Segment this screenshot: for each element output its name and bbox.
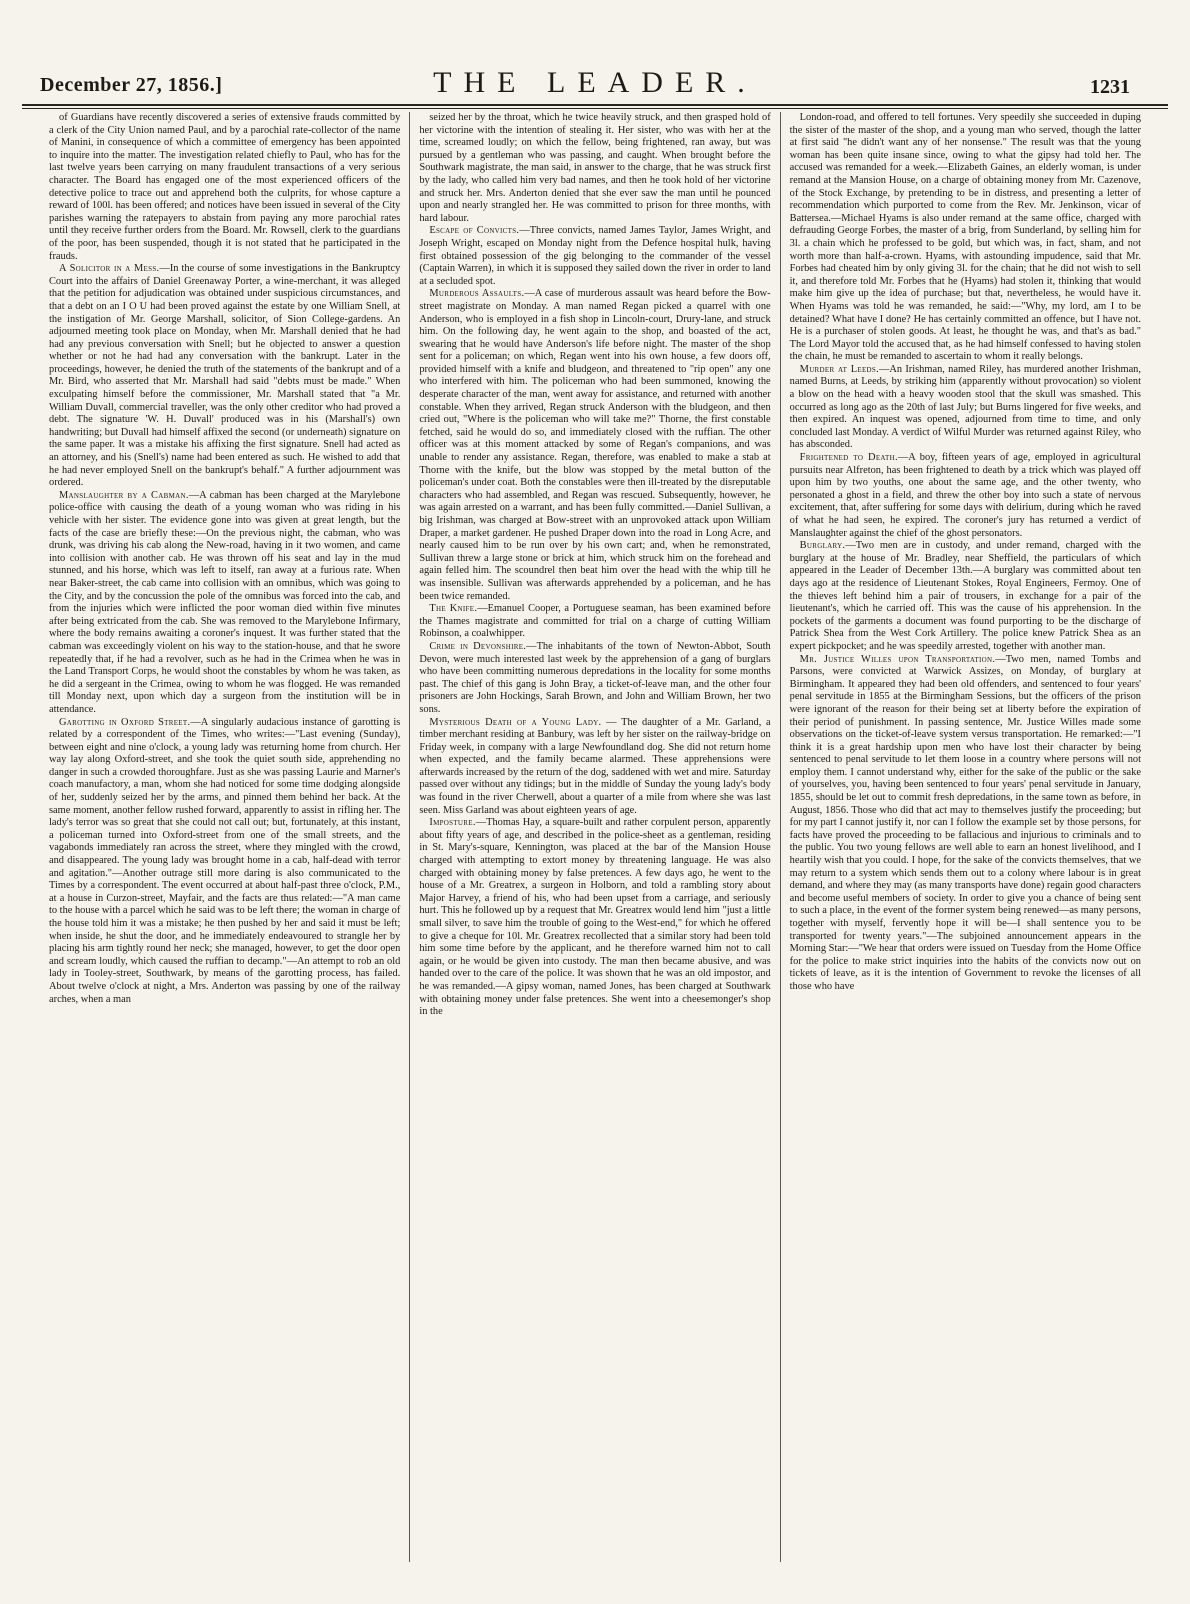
paragraph: A Solicitor in a Mess.—In the course of some investigations in the Bankruptcy Court into the affairs of Daniel Greenaway Porter, a wine-merchant, it was alleged that the petition for adjudication was obtained under suspicious circumstances, and that a debt on an I O U had been proved against the estate by one William Snell, at the instigation of Mr. George Marshall, solicitor, of Sion College-gardens. An adjourned meeting took place on Monday, when Mr. Marshall denied that he had had any previous conversation with Snell; but he objected to answer a question whether or not he had had any conversation with the bankrupt. Later in the proceedings, however, he denied the truth of the statements of the bankrupt and of a Mr. Bird, who asserted that Mr. Marshall had said "debts must be made." When exculpating himself before the commissioner, Mr. Marshall stated that "a Mr. William Duvall, commercial traveller, was the only other creditor who had proved a debt. The signature 'W. H. Duvall' produced was in his (Marshall's) own handwriting; but Duvall had himself affixed the second (or underneath) signature on the same paper. It was a mistake his affixing the first signature. Snell had acted as an attorney, and his (Snell's) name had been entered as such. He wished to add that he had never employed Snell on the bankrupt's behalf." A further adjournment was ordered. (49, 263, 401, 489)
section-heading: Garotting in Oxford Street. (59, 716, 191, 728)
section-heading: Burglary. (799, 540, 846, 552)
issue-date: December 27, 1856.] (40, 74, 223, 96)
paragraph: The Knife.—Emanuel Cooper, a Portuguese seaman, has been examined before the Thames magistrate and committed for trial on a charge of cutting William Robinson, a coalwhipper. (419, 603, 771, 640)
section-heading: The Knife. (429, 603, 478, 615)
paragraph: Manslaughter by a Cabman.—A cabman has been charged at the Marylebone police-office with causing the death of a young woman who was riding in his vehicle with her sister. The evidence gone into was given at great length, but the facts of the case are briefly these:—On the previous night, the cabman, who was drunk, was driving his cab along the New-road, having in it two women, and came into collision with another cab. He was thrown off his seat and lay in the mud stunned, and his horse, which was left to itself, ran away at a furious rate. When near Baker-street, the cab came into collision with an omnibus, which was going to the City, and by the concussion the pole of the omnibus was forced into the cab, and from the injuries which were inflicted the poor woman died within five minutes after being extricated from the cab. She was removed to the Marylebone Infirmary, where the body remains awaiting a coroner's inquest. It was further stated that the cabman was exceedingly violent on his way to the station-house, and that he swore repeatedly that, if he had a revolver, such as he had in the Crimea when he was in the Land Transport Corps, he would shoot the constables by whom he was taken, as he did a sergeant in the Crimea, owing to whom he was flogged. He was remanded till Monday next, upon which day a surgeon from the institution will be in attendance. (49, 489, 401, 715)
paragraph: Mysterious Death of a Young Lady. — The daughter of a Mr. Garland, a timber merchant residing at Banbury, was left by her sister on the railway-bridge on Friday week, in company with a large Newfoundland dog. She did not return home when expected, and the family became alarmed. These apprehensions were afterwards increased by the return of the dog, saddened with wet and mire. Saturday passed over without any tidings; but in the middle of Sunday the young lady's body was found in the river Cherwell, about a quarter of a mile from where she was last seen. Miss Garland was about eighteen years of age. (419, 716, 771, 816)
paragraph: of Guardians have recently discovered a series of extensive frauds committed by a clerk of the City Union named Paul, and by a parochial rate-collector of the name of Manini, in consequence of which a committee of emergency has been appointed to inquire into the matter. The investigation related chiefly to Paul, who has for the last twelve years been carrying on many fraudulent transactions of a very serious character. The Board has engaged one of the most experienced officers of the detective police to trace out and apprehend both the culprits, for whose capture a reward of 100l. has been offered; and notices have been issued in several of the City parishes warning the ratepayers to abstain from paying any more parochial rates until they receive further orders from the Board. Mr. Rowsell, clerk to the guardians of the poor, has been suspended, though it is not stated that he participated in the frauds. (49, 112, 401, 262)
paragraph: Crime in Devonshire.—The inhabitants of the town of Newton-Abbot, South Devon, were much interested last week by the apprehension of a gang of burglars who have been committing numerous depredations in the locality for some months past. The chief of this gang is John Bray, a ticket-of-leave man, and the other four prisoners are John Hockings, Sarah Brown, and John and William Brown, her two sons. (419, 640, 771, 715)
paragraph: Garotting in Oxford Street.—A singularly audacious instance of garotting is related by a correspondent of the Times, who writes:—"Last evening (Sunday), between eight and nine o'clock, a young lady was returning home from church. Her way lay along Oxford-street, and she took the quiet south side, apprehending no danger in such a crowded thoroughfare. Just as she was passing Laurie and Marner's coach manufactory, a man, whom she had noticed for some time dodging alongside of her, suddenly seized her by the arms, and pinned them behind her back. At the same moment, another fellow rushed forward, apparently to assist in rifling her. The lady's terror was so great that she could not call out; but, fortunately, at this instant, a policeman turned into Oxford-street from one of the small streets, and the vagabonds immediately ran across the street, where they mingled with the crowd, and disappeared. The young lady was brought home in a cab, half-dead with terror and agitation."—Another outrage still more daring is also communicated to the Times by a correspondent. The event occurred at about half-past three o'clock, P.M., at a house in Curzon-street, Mayfair, and the facts are thus related:—"A man came to the house with a parcel which he said was to be left there; the woman in charge of the house told him it was a mistake; he then pushed by her and said it must be left; when inside, he shut the door, and he immediately endeavoured to strangle her by placing his arm tightly round her neck; she managed, however, to get the door open and scream loudly, which caused the ruffian to decamp."—An attempt to rob an old lady in Tooley-street, Southwark, by means of the garotting process, has failed. About twelve o'clock at night, a Mrs. Anderton was passing by one of the railway arches, when a man (49, 716, 401, 1005)
article-columns (40, 112, 1150, 1562)
section-heading: Murderous Assaults. (429, 288, 525, 300)
paragraph: Murderous Assaults.—A case of murderous assault was heard before the Bow-street magistrate on Monday. A man named Regan picked a quarrel with one Anderson, who is employed in a fish shop in Lincoln-court, Drury-lane, and struck him. On the following day, he went again to the shop, and boasted of the act, swearing that he would have Anderson's life before night. The master of the shop sent for a policeman; on which, Regan went into his own house, a few doors off, provided himself with a knife and bludgeon, and threatened to "rip open" any one who interfered with him. The policeman who had been summoned, knowing the desperate character of the man, went away for assistance, and returned with another constable. When they arrived, Regan struck Anderson with the bludgeon, and then cried out, "Where is the policeman who will take me?" Thorne, the first constable fetched, said he would do so, and immediately closed with the ruffian. The other officer was at this moment attacked by some of Regan's companions, and was unable to render any assistance. Regan, therefore, was enabled to make a stab at Thorne with the knife, but the blow was stopped by the metal button of the policeman's under coat. Both the constables were then ill-treated by the disreputable characters who had assembled, and Regan was rescued. Subsequently, however, he was again arrested on a warrant, and has been fully committed.—Daniel Sullivan, a big Irishman, was charged at Bow-street with an unprovoked attack upon William Draper, a market gardener. He pushed Draper down into the road in Long Acre, and nearly caused him to be run over by his own cart; and, when he remonstrated, Sullivan threw a large stone or brick at him, which struck him on the forehead and again felled him. The scoundrel then beat him over the head with the whip till he was insensible. Sullivan was afterwards apprehended by a policeman, and he has been twice remanded. (419, 288, 771, 602)
page-number: 1231 (1090, 76, 1130, 98)
section-heading: Frightened to Death. (799, 452, 898, 464)
paragraph: Frightened to Death.—A boy, fifteen years of age, employed in agricultural pursuits near Alfreton, has been frightened to death by a trick which was played off upon him by two youths, one about the same age, and the other twenty, who personated a ghost in a field, and threw the other boy into such a state of nervous excitement, that, after suffering for some days with delirium, during which he raved of what he had seen, he expired. The coroner's jury has returned a verdict of Manslaughter against the chief of the ghost personators. (789, 452, 1141, 539)
section-heading: Murder at Leeds. (799, 363, 879, 375)
paragraph: Burglary.—Two men are in custody, and under remand, charged with the burglary at the house of Mr. Bradley, near Sheffield, the particulars of which appeared in the Leader of December 13th.—A burglary was committed about ten days ago at the residence of Lieutenant Stokes, Royal Engineers, Fermoy. One of the thieves left behind him a pair of trousers, in exchange for a pair of the lieutenant's, which he carried off. This was the cause of his apprehension. In the pockets of the garments a document was found purporting to be the discharge of Patrick Shea from the West Cork Artillery. The police knew Patrick Shea as an expert pickpocket; and he was speedily arrested, together with another man. (789, 540, 1141, 652)
paragraph: seized her by the throat, which he twice heavily struck, and then grasped hold of her victorine with the intention of stealing it. Her sister, who was with her at the time, screamed loudly; on which the fellow, being frightened, ran away, but was pursued by a gentleman who was passing, and caught. When brought before the Southwark magistrate, the man said, in answer to the charge, that he was struck first by the lady, who called him very bad names, and then he took hold of her victorine and struck her. Mrs. Anderton denied that she ever saw the man until he pounced upon and nearly strangled her. He was committed to prison for three months, with hard labour. (419, 112, 771, 224)
section-heading: Imposture. (429, 817, 476, 829)
section-heading: A Solicitor in a Mess. (59, 263, 160, 275)
paragraph: Murder at Leeds.—An Irishman, named Riley, has murdered another Irishman, named Burns, at Leeds, by striking him (apparently without provocation) so violent a blow on the head with a heavy wooden stool that the skull was smashed. This occurred as long ago as the 20th of last July; but Burns lingered for five weeks, and then expired. An inquest was opened, adjourned from time to time, and only concluded last Monday. A verdict of Wilful Murder was returned against Riley, who has absconded. (789, 363, 1141, 451)
column-1 (40, 112, 409, 1562)
paragraph: Escape of Convicts.—Three convicts, named James Taylor, James Wright, and Joseph Wright, escaped on Monday night from the Defence hospital hulk, having first obtained possession of the gig belonging to the commander of the vessel (Captain Warren), in which it is supposed they sailed down the river in order to land at a secluded spot. (419, 225, 771, 287)
section-heading: Mysterious Death of a Young Lady. (429, 716, 602, 728)
masthead (22, 58, 1168, 102)
section-heading: Mr. Justice Willes upon Transportation. (799, 653, 996, 665)
paragraph: Mr. Justice Willes upon Transportation.—Two men, named Tombs and Parsons, were convicted at Warwick Assizes, on Monday, of burglary at Birmingham. It appeared they had been old offenders, and sentenced to four years' penal servitude in 1855 at the Birmingham Sessions, but the officers of the prison were ignorant of the reason for their being set at liberty before the expiration of their period of punishment. In passing sentence, Mr. Justice Willes made some observations on the ticket-of-leave system versus transportation. He remarked:—"I think it is a great hardship upon men who have lost their character by being sentenced to penal servitude to let them loose in a country where persons will not employ them. I cannot understand why, either for the sake of the public or the sake of yourselves, you, having been sentenced to four years' penal servitude in January, 1855, should be let out to commit fresh depredations, in the same town as before, in August, 1856. Those who did that act may to themselves justify the proceeding; but for my part I cannot justify it, nor can I follow the example set by those persons, for facts have proved the proceeding to be fallacious and injurious to criminals and to the public. You two young fellows are well able to earn an honest livelihood, and I heartily wish that you could. I hope, for the sake of the convicts themselves, that we may return to a system which sends them out to a colony where labour is in great demand, and where they may (as many transports have done) regain good characters and become useful members of society. In order to give you a chance of being sent to such a place, in the event of the former system being renewed—as many persons, together with myself, fervently hope it will be—I shall sentence you to be transported for twenty years."—The subjoined announcement appears in the Morning Star:—"We hear that orders were issued on Tuesday from the Home Office for the police to make strict inquiries into the habits of the convicts now out on tickets of leave, as it is the intention of Government to revoke the licenses of all those who have (789, 653, 1141, 992)
paragraph: London-road, and offered to tell fortunes. Very speedily she succeeded in duping the sister of the master of the shop, and a young man who served, though the latter at first said "he didn't want any of her nonsense." The result was that the young woman has been quite insane since, owing to what the gipsy had told her. The accused was remanded for a week.—Elizabeth Gaines, an elderly woman, is under remand at the Mansion House, on a charge of obtaining money from Mr. Cazenove, of the Stock Exchange, by pretending to be in distress, and presenting a letter of recommendation which purported to come from the Rev. Mr. Jenkinson, vicar of Battersea.—Michael Hyams is also under remand at the same office, charged with defrauding George Forbes, the master of a brig, from Sunderland, by selling him for 3l. a chain which he professed to be gold, but which was, in fact, sham, and not worth more than half-a-crown. Hyams, with astounding impudence, said that Mr. Forbes had cheated him by only giving 3l. for the chain; that he did not wish to sell it, and therefore told Mr. Forbes that he (Hyams) had stolen it, thinking that would make him give up the idea of purchase; but that, nevertheless, he would have it. When Hyams was told he was remanded, he said:—"Why, my lord, am I to be detained? What have I done? He has certainly committed an offence, but I have not. He is a purchaser of stolen goods. At least, he thought he was, and that's as bad." The Lord Mayor told the accused that, as he had himself confessed to having stolen the chain, he must be remanded to ascertain to whom it really belongs. (789, 112, 1141, 363)
masthead-rule (22, 104, 1168, 106)
section-heading: Escape of Convicts. (429, 225, 520, 237)
section-heading: Manslaughter by a Cabman. (59, 489, 189, 501)
column-2 (409, 112, 779, 1562)
column-3 (780, 112, 1150, 1562)
masthead-rule-thin (22, 108, 1168, 109)
paragraph: Imposture.—Thomas Hay, a square-built and rather corpulent person, apparently about fifty years of age, and described in the police-sheet as a gentleman, residing in St. Mary's-square, Kennington, was placed at the bar of the Mansion House charged with attempting to extort money by threatening language. He was also charged with obtaining money by false pretences. A few days ago, he went to the house of a Mr. Greatrex, a surgeon in Holborn, and told a rambling story about Major Harvey, a friend of his, who had been upset from a carriage, and seriously hurt. This he followed up by a request that Mr. Greatrex would lend him "just a little small silver, to save him the trouble of going to the West-end," for which he offered to give a cheque for 10l. Mr. Greatrex recollected that a similar story had been told him some time before by the applicant, and he therefore warned him not to call again, or he would be given into custody. The man then became abusive, and was handed over to the care of the police. It was shown that he was an old impostor, and he was remanded.—A gipsy woman, named Jones, has been charged at Southwark with obtaining money under false pretences. She went into a cheesemonger's shop in the (419, 817, 771, 1018)
section-heading: Crime in Devonshire. (429, 640, 527, 652)
publication-title: THE LEADER. (433, 66, 757, 99)
